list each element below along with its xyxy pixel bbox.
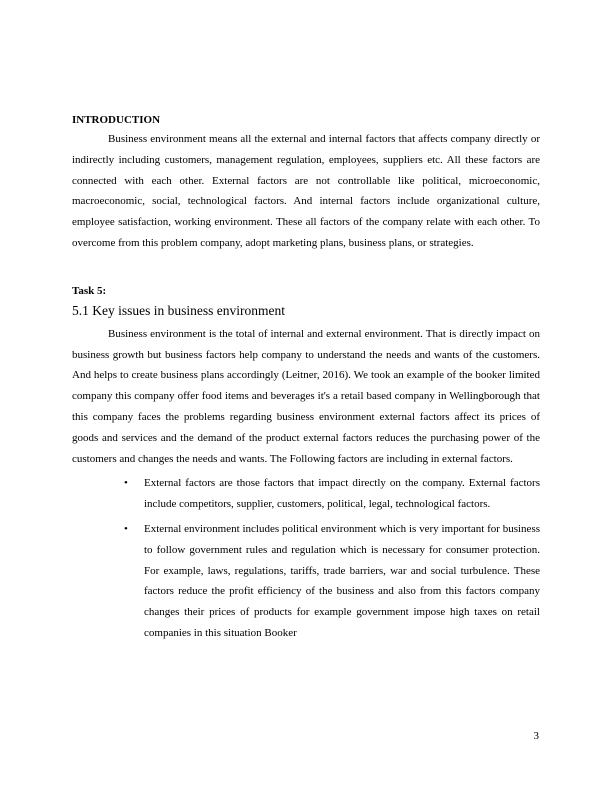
bullet-icon: • <box>124 477 128 490</box>
task-heading: Task 5: <box>72 284 107 297</box>
page-content <box>72 111 540 644</box>
introduction-heading: INTRODUCTION <box>72 114 161 126</box>
list-item <box>72 519 540 644</box>
page-number: 3 <box>533 730 539 742</box>
section-title: 5.1 Key issues in business environment <box>72 302 285 318</box>
list-item-text: External factors are those factors that impact directly on the company. External factors include competitors, supplier, customers, political, legal, technological factors. <box>144 477 540 511</box>
task-paragraph: Business environment is the total of internal and external environment. That is directly impact on business growth but business factors help company to understand the needs and wants of the customers. And helps to create business plans accordingly (Leitner, 2016). We took an example of the booker limited company this company offer food items and beverages it's a retail based company in Wellingborough that this company faces the problems regarding business environment external factors affect its prices of goods and services and the demand of the product external factors reduces the purchasing power of the customers and changes the needs and wants. The Following factors are including in external factors. <box>72 327 540 465</box>
section-spacer <box>72 254 540 282</box>
external-factors-list <box>72 473 540 643</box>
bullet-icon: • <box>124 522 128 535</box>
list-item-text: External environment includes political environment which is very important for business to follow government rules and regulation which is necessary for consumer protection. For example, laws, regulations, tariffs, trade barriers, war and social turbulence. These factors reduce the profit efficiency of the business and also from this factors company changes their prices of products for example government impose high taxes on retail companies in this situation Booker <box>144 522 540 639</box>
list-item <box>72 473 540 515</box>
introduction-paragraph: Business environment means all the external and internal factors that affects company directly or indirectly including customers, management regulation, employees, suppliers etc. All these factors are connected with each other. External factors are not controllable like political, microeconomic, macroeconomic, social, technological factors. And internal factors include organizational culture, employee satisfaction, working environment. These all factors of the company relate with each other. To overcome from this problem company, adopt marketing plans, business plans, or strategies. <box>72 133 540 249</box>
